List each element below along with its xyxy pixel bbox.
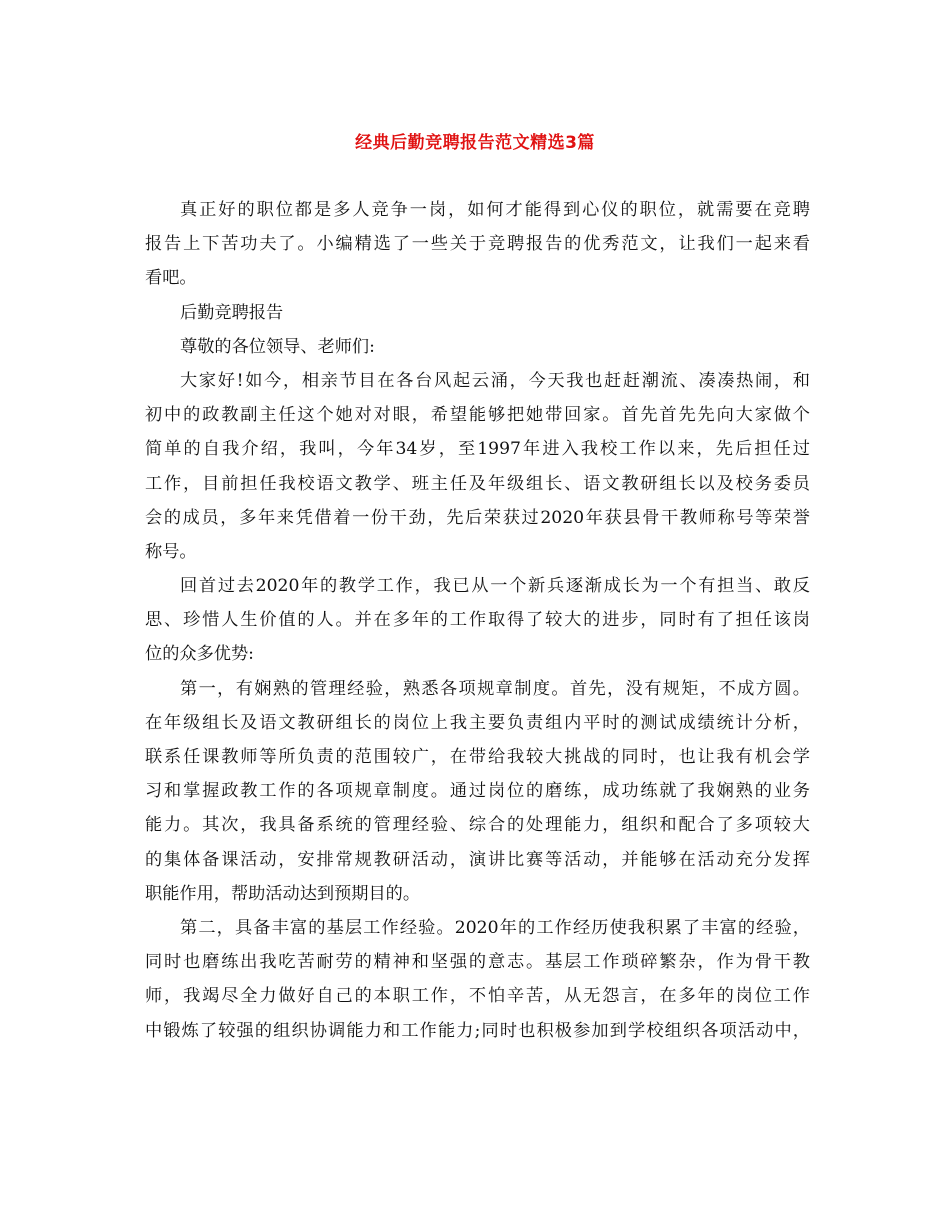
paragraph-line: 同时也磨练出我吃苦耐劳的精神和坚强的意志。基层工作琐碎繁杂，作为骨干教 <box>145 952 810 973</box>
paragraph-line: 简单的自我介绍，我叫，今年34岁，至1997年进入我校工作以来，先后担任过 <box>145 439 810 460</box>
paragraph-line: 回首过去2020年的教学工作，我已从一个新兵逐渐成长为一个有担当、敢反 <box>180 576 810 597</box>
paragraph-line: 工作，目前担任我校语文教学、班主任及年级组长、语文教研组长以及校务委员 <box>145 473 810 494</box>
paragraph-line: 在年级组长及语文教研组长的岗位上我主要负责组内平时的测试成绩统计分析， <box>145 712 810 733</box>
paragraph-line: 报告上下苦功夫了。小编精选了一些关于竞聘报告的优秀范文，让我们一起来看 <box>145 234 810 255</box>
paragraph-line: 看吧。 <box>145 268 197 289</box>
paragraph-line: 大家好!如今，相亲节目在各台风起云涌，今天我也赶赶潮流、凑凑热闹，和 <box>180 370 810 391</box>
paragraph-line: 真正好的职位都是多人竞争一岗，如何才能得到心仪的职位，就需要在竞聘 <box>180 200 810 220</box>
paragraph-line: 第二，具备丰富的基层工作经验。2020年的工作经历使我积累了丰富的经验， <box>180 917 810 938</box>
document-title: 经典后勤竞聘报告范文精选3篇 <box>355 133 595 153</box>
paragraph-line: 联系任课教师等所负责的范围较广，在带给我较大挑战的同时，也让我有机会学 <box>145 747 810 767</box>
paragraph-line: 的集体备课活动，安排常规教研活动，演讲比赛等活动，并能够在活动充分发挥 <box>145 849 810 870</box>
paragraph-line: 初中的政教副主任这个她对对眼，希望能够把她带回家。首先首先先向大家做个 <box>145 405 810 426</box>
section-heading: 后勤竞聘报告 <box>180 302 284 323</box>
paragraph-line: 能力。其次，我具备系统的管理经验、综合的处理能力，组织和配合了多项较大 <box>145 815 810 836</box>
paragraph-line: 位的众多优势: <box>145 644 254 665</box>
paragraph-line: 第一，有娴熟的管理经验，熟悉各项规章制度。首先，没有规矩，不成方圆。 <box>180 678 810 699</box>
paragraph-line: 会的成员，多年来凭借着一份干劲，先后荣获过2020年获县骨干教师称号等荣誉 <box>145 507 810 528</box>
paragraph-line: 中锻炼了较强的组织协调能力和工作能力;同时也积极参加到学校组织各项活动中， <box>145 1020 810 1041</box>
paragraph-line: 习和掌握政教工作的各项规章制度。通过岗位的磨练，成功练就了我娴熟的业务 <box>145 781 810 802</box>
paragraph-line: 师，我竭尽全力做好自己的本职工作，不怕辛苦，从无怨言，在多年的岗位工作 <box>145 986 810 1007</box>
document-body <box>145 193 810 1048</box>
paragraph-line: 称号。 <box>145 541 197 562</box>
salutation: 尊敬的各位领导、老师们: <box>180 336 375 357</box>
paragraph-line: 思、珍惜人生价值的人。并在多年的工作取得了较大的进步，同时有了担任该岗 <box>145 610 810 631</box>
paragraph-line: 职能作用，帮助活动达到预期目的。 <box>145 883 421 904</box>
